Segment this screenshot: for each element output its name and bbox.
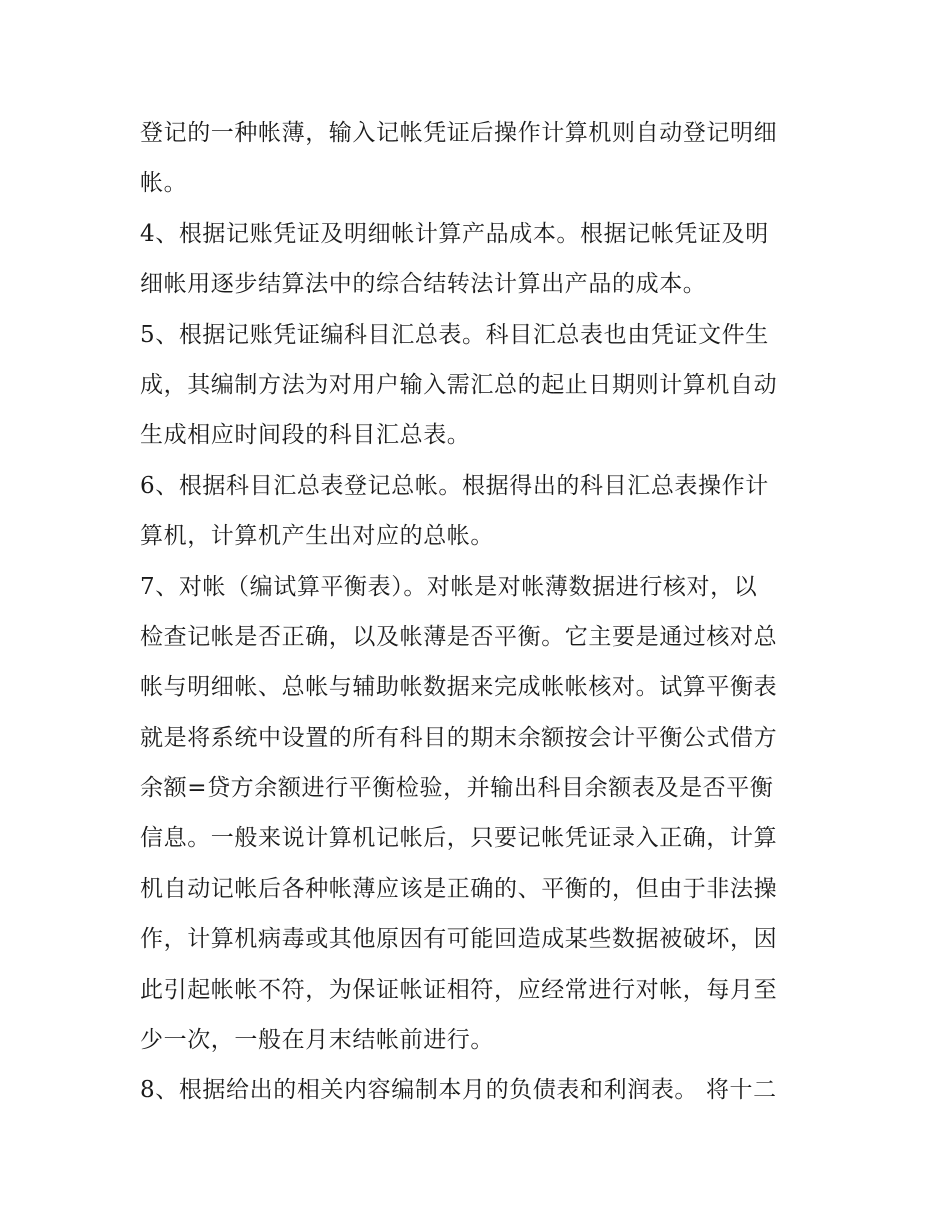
text-line: 成，其编制方法为对用户输入需汇总的起止日期则计算机自动 <box>140 371 778 398</box>
text-line: 细帐用逐步结算法中的综合结转法计算出产品的成本。 <box>140 271 707 298</box>
text-line: 就是将系统中设置的所有科目的期末余额按会计平衡公式借方 <box>140 724 778 751</box>
text-line: 检查记帐是否正确，以及帐薄是否平衡。它主要是通过核对总 <box>140 623 778 650</box>
text-line: 6、根据科目汇总表登记总帐。根据得出的科目汇总表操作计 <box>140 472 769 499</box>
document-body <box>140 108 820 1116</box>
text-line: 8、根据给出的相关内容编制本月的负债表和利润表。 将十二 <box>140 1077 777 1104</box>
text-line: 生成相应时间段的科目汇总表。 <box>140 422 471 449</box>
text-line: 5、根据记账凭证编科目汇总表。科目汇总表也由凭证文件生 <box>140 321 769 348</box>
text-line: 帐。 <box>140 170 188 197</box>
text-line: 作，计算机病毒或其他原因有可能回造成某些数据被破坏，因 <box>140 926 778 953</box>
text-line: 算机，计算机产生出对应的总帐。 <box>140 523 494 550</box>
text-line: 机自动记帐后各种帐薄应该是正确的、平衡的，但由于非法操 <box>140 875 778 902</box>
text-line: 4、根据记账凭证及明细帐计算产品成本。根据记帐凭证及明 <box>140 220 769 247</box>
text-line: 帐与明细帐、总帐与辅助帐数据来完成帐帐核对。试算平衡表 <box>140 674 778 701</box>
text-line: 登记的一种帐薄，输入记帐凭证后操作计算机则自动登记明细 <box>140 120 778 146</box>
text-line: 余额=贷方余额进行平衡检验，并输出科目余额表及是否平衡 <box>140 775 774 802</box>
text-line: 少一次，一般在月末结帐前进行。 <box>140 1027 494 1054</box>
text-line: 信息。一般来说计算机记帐后，只要记帐凭证录入正确，计算 <box>140 825 778 852</box>
text-line: 此引起帐帐不符，为保证帐证相符，应经常进行对帐，每月至 <box>140 976 778 1003</box>
text-line: 7、对帐（编试算平衡表）。对帐是对帐薄数据进行核对，以 <box>140 573 758 600</box>
